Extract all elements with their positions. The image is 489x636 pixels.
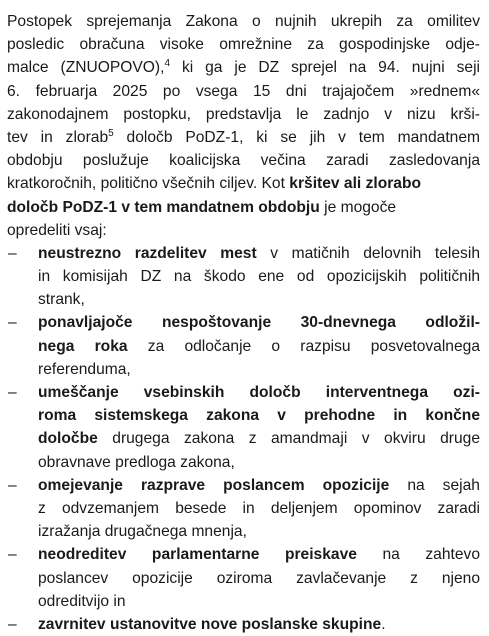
text-line bbox=[38, 381, 480, 404]
text-line: 6. februarja 2025 po vsega 15 dni trajajočem »rednem« bbox=[7, 82, 480, 100]
list-item bbox=[7, 311, 480, 381]
intro-paragraph bbox=[7, 10, 480, 242]
footnote-marker[interactable]: 5 bbox=[108, 127, 114, 139]
text-line bbox=[38, 543, 480, 566]
list-item bbox=[7, 543, 480, 613]
text-line bbox=[38, 311, 480, 334]
text-fragment: je mogoče bbox=[324, 198, 397, 216]
text-line: zakonodajnem postopku, predstavlja le zadnjo v nizu krši- bbox=[7, 105, 480, 123]
text-fragment: na zahtevo bbox=[382, 546, 480, 564]
text-line: Postopek sprejemanja Zakona o nujnih ukrepih za omilitev bbox=[7, 13, 480, 30]
text-line: odreditvijo in bbox=[38, 592, 126, 610]
text-line bbox=[38, 404, 480, 427]
text-fragment: kratkoročnih, politično všečnih ciljev. Kot bbox=[7, 175, 285, 193]
text-line: referenduma, bbox=[38, 360, 131, 378]
text-line: strank, bbox=[38, 291, 85, 309]
list-item bbox=[7, 242, 480, 312]
text-line bbox=[38, 613, 480, 636]
bold-phrase: umeščanje vsebinskih določb interventnega ozi- bbox=[38, 384, 480, 401]
text-line: obravnave predloga zakona, bbox=[38, 453, 235, 471]
bold-phrase: neustrezno razdelitev mest bbox=[38, 244, 257, 262]
list-item bbox=[7, 381, 480, 474]
text-line: opredeliti vsaj: bbox=[7, 221, 107, 239]
dash-bullet: – bbox=[8, 615, 17, 633]
text-fragment: tev in zlorab bbox=[7, 128, 109, 146]
dash-bullet: – bbox=[8, 314, 17, 332]
text-line bbox=[38, 427, 480, 450]
footnote-marker[interactable]: 4 bbox=[164, 58, 171, 70]
text-line: z odvzemanjem besede in deljenjem opominov zaradi bbox=[38, 499, 480, 517]
bold-phrase: kršitev ali zlorabo bbox=[289, 175, 422, 193]
list-item bbox=[7, 474, 480, 544]
dash-bullet: – bbox=[8, 476, 17, 494]
text-line: obdobju poslužuje koalicijska večina zaradi zasledovanja bbox=[7, 152, 480, 170]
text-line: in komisijah DZ na škodo ene od opozicijskih političnih bbox=[38, 268, 480, 286]
text-line bbox=[7, 126, 480, 149]
text-line bbox=[38, 242, 480, 265]
bold-phrase: določbe bbox=[38, 430, 98, 448]
text-fragment: na sejah bbox=[407, 476, 480, 494]
text-fragment: ki ga je DZ sprejel na 94. nujni seji bbox=[181, 59, 480, 77]
bold-phrase: omejevanje razprave poslancem opozicije bbox=[38, 476, 390, 494]
text-line bbox=[7, 172, 480, 195]
text-fragment: malce (ZNUOPOVO), bbox=[7, 59, 165, 77]
bold-phrase: zavrnitev ustanovitve nove poslanske skupine bbox=[38, 615, 382, 633]
bold-phrase: ponavljajoče nespoštovanje 30-dnevnega odložil- bbox=[38, 314, 480, 332]
bold-phrase: roma sistemskega zakona v prehodne in končne bbox=[38, 407, 480, 425]
bullet-list bbox=[7, 242, 480, 636]
dash-bullet: – bbox=[8, 546, 17, 564]
text-fragment: . bbox=[381, 615, 386, 633]
list-item bbox=[7, 613, 480, 636]
bold-phrase: neodreditev parlamentarne preiskave bbox=[38, 546, 357, 564]
text-fragment: določb PoDZ-1, ki se jih v tem mandatnem bbox=[126, 128, 480, 146]
text-line: izražanja drugačnega mnenja, bbox=[38, 523, 247, 541]
dash-bullet: – bbox=[8, 244, 17, 262]
bold-phrase: določb PoDZ-1 v tem mandatnem obdobju bbox=[7, 198, 320, 216]
dash-bullet: – bbox=[8, 384, 17, 401]
text-fragment: za odločanje o razpisu posvetovalnega bbox=[147, 337, 480, 355]
text-line bbox=[7, 56, 480, 79]
text-fragment: drugega zakona z amandmaji v okviru druge bbox=[112, 430, 480, 448]
text-line: poslancev opozicije oziroma zavlačevanje z njeno bbox=[38, 569, 480, 587]
text-line bbox=[38, 335, 480, 358]
text-fragment: v matičnih delovnih telesih bbox=[270, 244, 480, 262]
text-line bbox=[38, 474, 480, 497]
text-line: posledic obračuna visoke omrežnine za gospodinjske odje- bbox=[7, 36, 480, 54]
bold-phrase: nega roka bbox=[38, 337, 128, 355]
text-line bbox=[7, 196, 480, 219]
